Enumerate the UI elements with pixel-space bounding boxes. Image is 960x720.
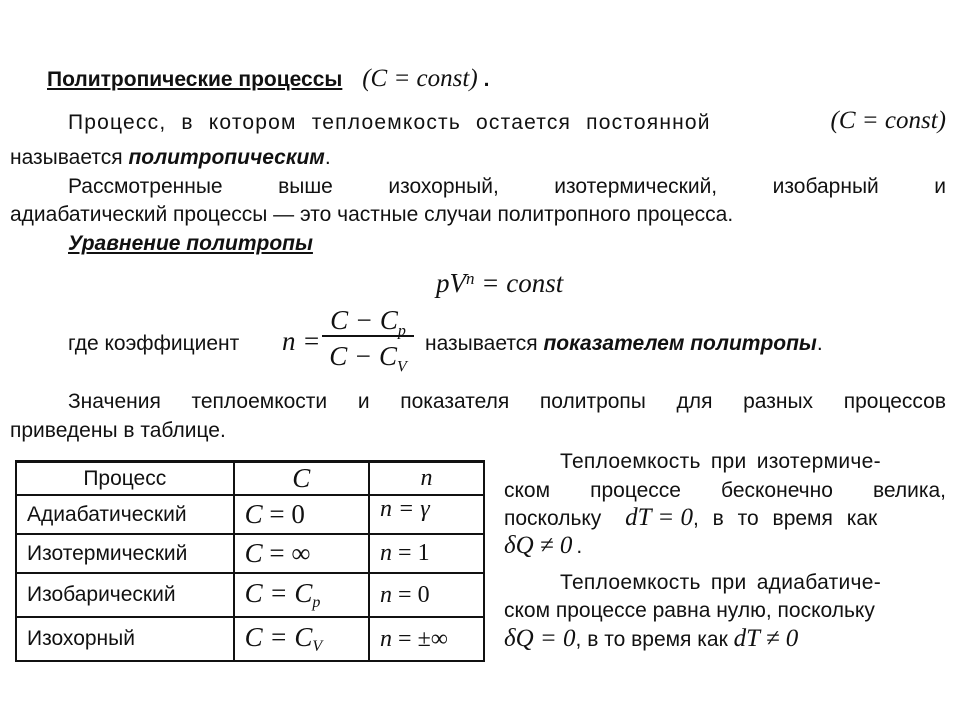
table-cell-n [369,617,484,661]
c-sub: V [312,638,323,656]
para1-line2-suffix: . [324,146,331,169]
coef-suffix-bold: показателем политропы [543,332,817,355]
table-row [16,617,484,661]
n-lhs: n [380,540,393,566]
denominator-text: C − C [329,341,397,371]
note2-line1: Теплоемкость при адиабатиче- [560,571,882,594]
note1-math2: δQ ≠ 0 [504,532,573,559]
n-rhs: = γ [392,496,430,522]
note2-math2: dT ≠ 0 [733,625,799,652]
c-rhs: = C [262,577,313,608]
equation-heading: Уравнение политропы [68,232,313,255]
para2-line2: адиабатический процессы — это частные случаи политропного процесса. [10,203,734,226]
c-lhs: C [244,538,263,568]
c-lhs: C [244,499,263,529]
table-cell-c [234,534,369,573]
numerator-sub: p [397,322,406,340]
equation-exponent: n [466,269,475,288]
c-rhs: = C [262,621,313,652]
n-lhs: n [380,496,393,522]
table-cell-n [369,573,484,617]
para1-line1 [68,107,946,136]
para1-line2-prefix: называется [10,146,129,169]
c-lhs: C [244,621,263,652]
table-cell-process: Адиабатический [16,495,234,534]
note1-suffix: , в то время как [692,507,878,530]
coef-suffix-dot: . [816,332,823,355]
note2-line3 [504,626,798,653]
table-cell-c [234,617,369,661]
c-lhs: C [244,577,263,608]
note1-math: dT = 0 [625,504,693,531]
note1-line2: ском процессе бесконечно велика, [504,479,946,502]
c-rhs: = ∞ [262,538,311,568]
table-cell-process: Изотермический [16,534,234,573]
coef-prefix: где коэффициент [68,332,240,355]
n-rhs: = 0 [392,581,430,608]
para1-formula: (C = const) [830,107,946,134]
c-rhs: = 0 [262,499,305,529]
coef-suffix [425,331,823,357]
note1-dot: . [576,535,583,558]
polytrope-equation [436,266,563,299]
c-sub: p [312,594,321,612]
table-cell-c [234,573,369,617]
table-row [16,495,484,534]
title-dot: . [483,68,490,91]
title-formula: (C = const) [362,65,478,92]
table-row [16,534,484,573]
para3-line1: Значения теплоемкости и показателя политропы для разных процессов [68,390,946,413]
table-header-process: Процесс [16,462,234,496]
table-cell-n [369,495,484,534]
numerator-text: C − C [330,305,398,335]
note1-line4 [504,533,582,560]
n-rhs: = ±∞ [392,625,448,652]
equation-lhs: pV [436,268,466,298]
page-title [47,66,490,93]
table-cell-process: Изобарический [16,573,234,617]
note2-line2: ском процессе равна нулю, поскольку [504,599,875,622]
para1-line2 [10,145,331,171]
table-header-n: n [369,462,484,496]
title-text: Политропические процессы [47,68,343,91]
table-row [16,573,484,617]
para2-line1: Рассмотренные выше изохорный, изотермический, изобарный и [68,175,946,198]
table-cell-n [369,534,484,573]
table-cell-process: Изохорный [16,617,234,661]
equation-rhs: = const [474,268,564,298]
n-lhs: n [380,625,393,652]
coef-fraction [322,305,414,375]
note1-line3 [504,505,946,532]
note2-text: , в то время как [575,628,728,651]
n-lhs: n [380,581,393,608]
table-header-row [16,462,484,496]
note1-line1: Теплоемкость при изотермиче- [560,450,881,473]
process-table [15,460,485,662]
table-cell-c [234,495,369,534]
n-rhs: = 1 [392,540,430,566]
para1-text: Процесс, в котором теплоемкость остается постоянной [68,111,711,134]
para3-line2: приведены в таблице. [10,419,226,442]
coef-n-eq: n = [282,326,321,356]
table-header-c: C [234,462,369,496]
note2-math: δQ = 0 [504,625,576,652]
fraction-denominator [322,341,414,376]
fraction-bar [322,335,414,337]
denominator-sub: V [396,358,407,376]
note1-text: поскольку [504,507,602,530]
coef-suffix-plain: называется [425,332,544,355]
para1-term: политропическим [128,146,325,169]
